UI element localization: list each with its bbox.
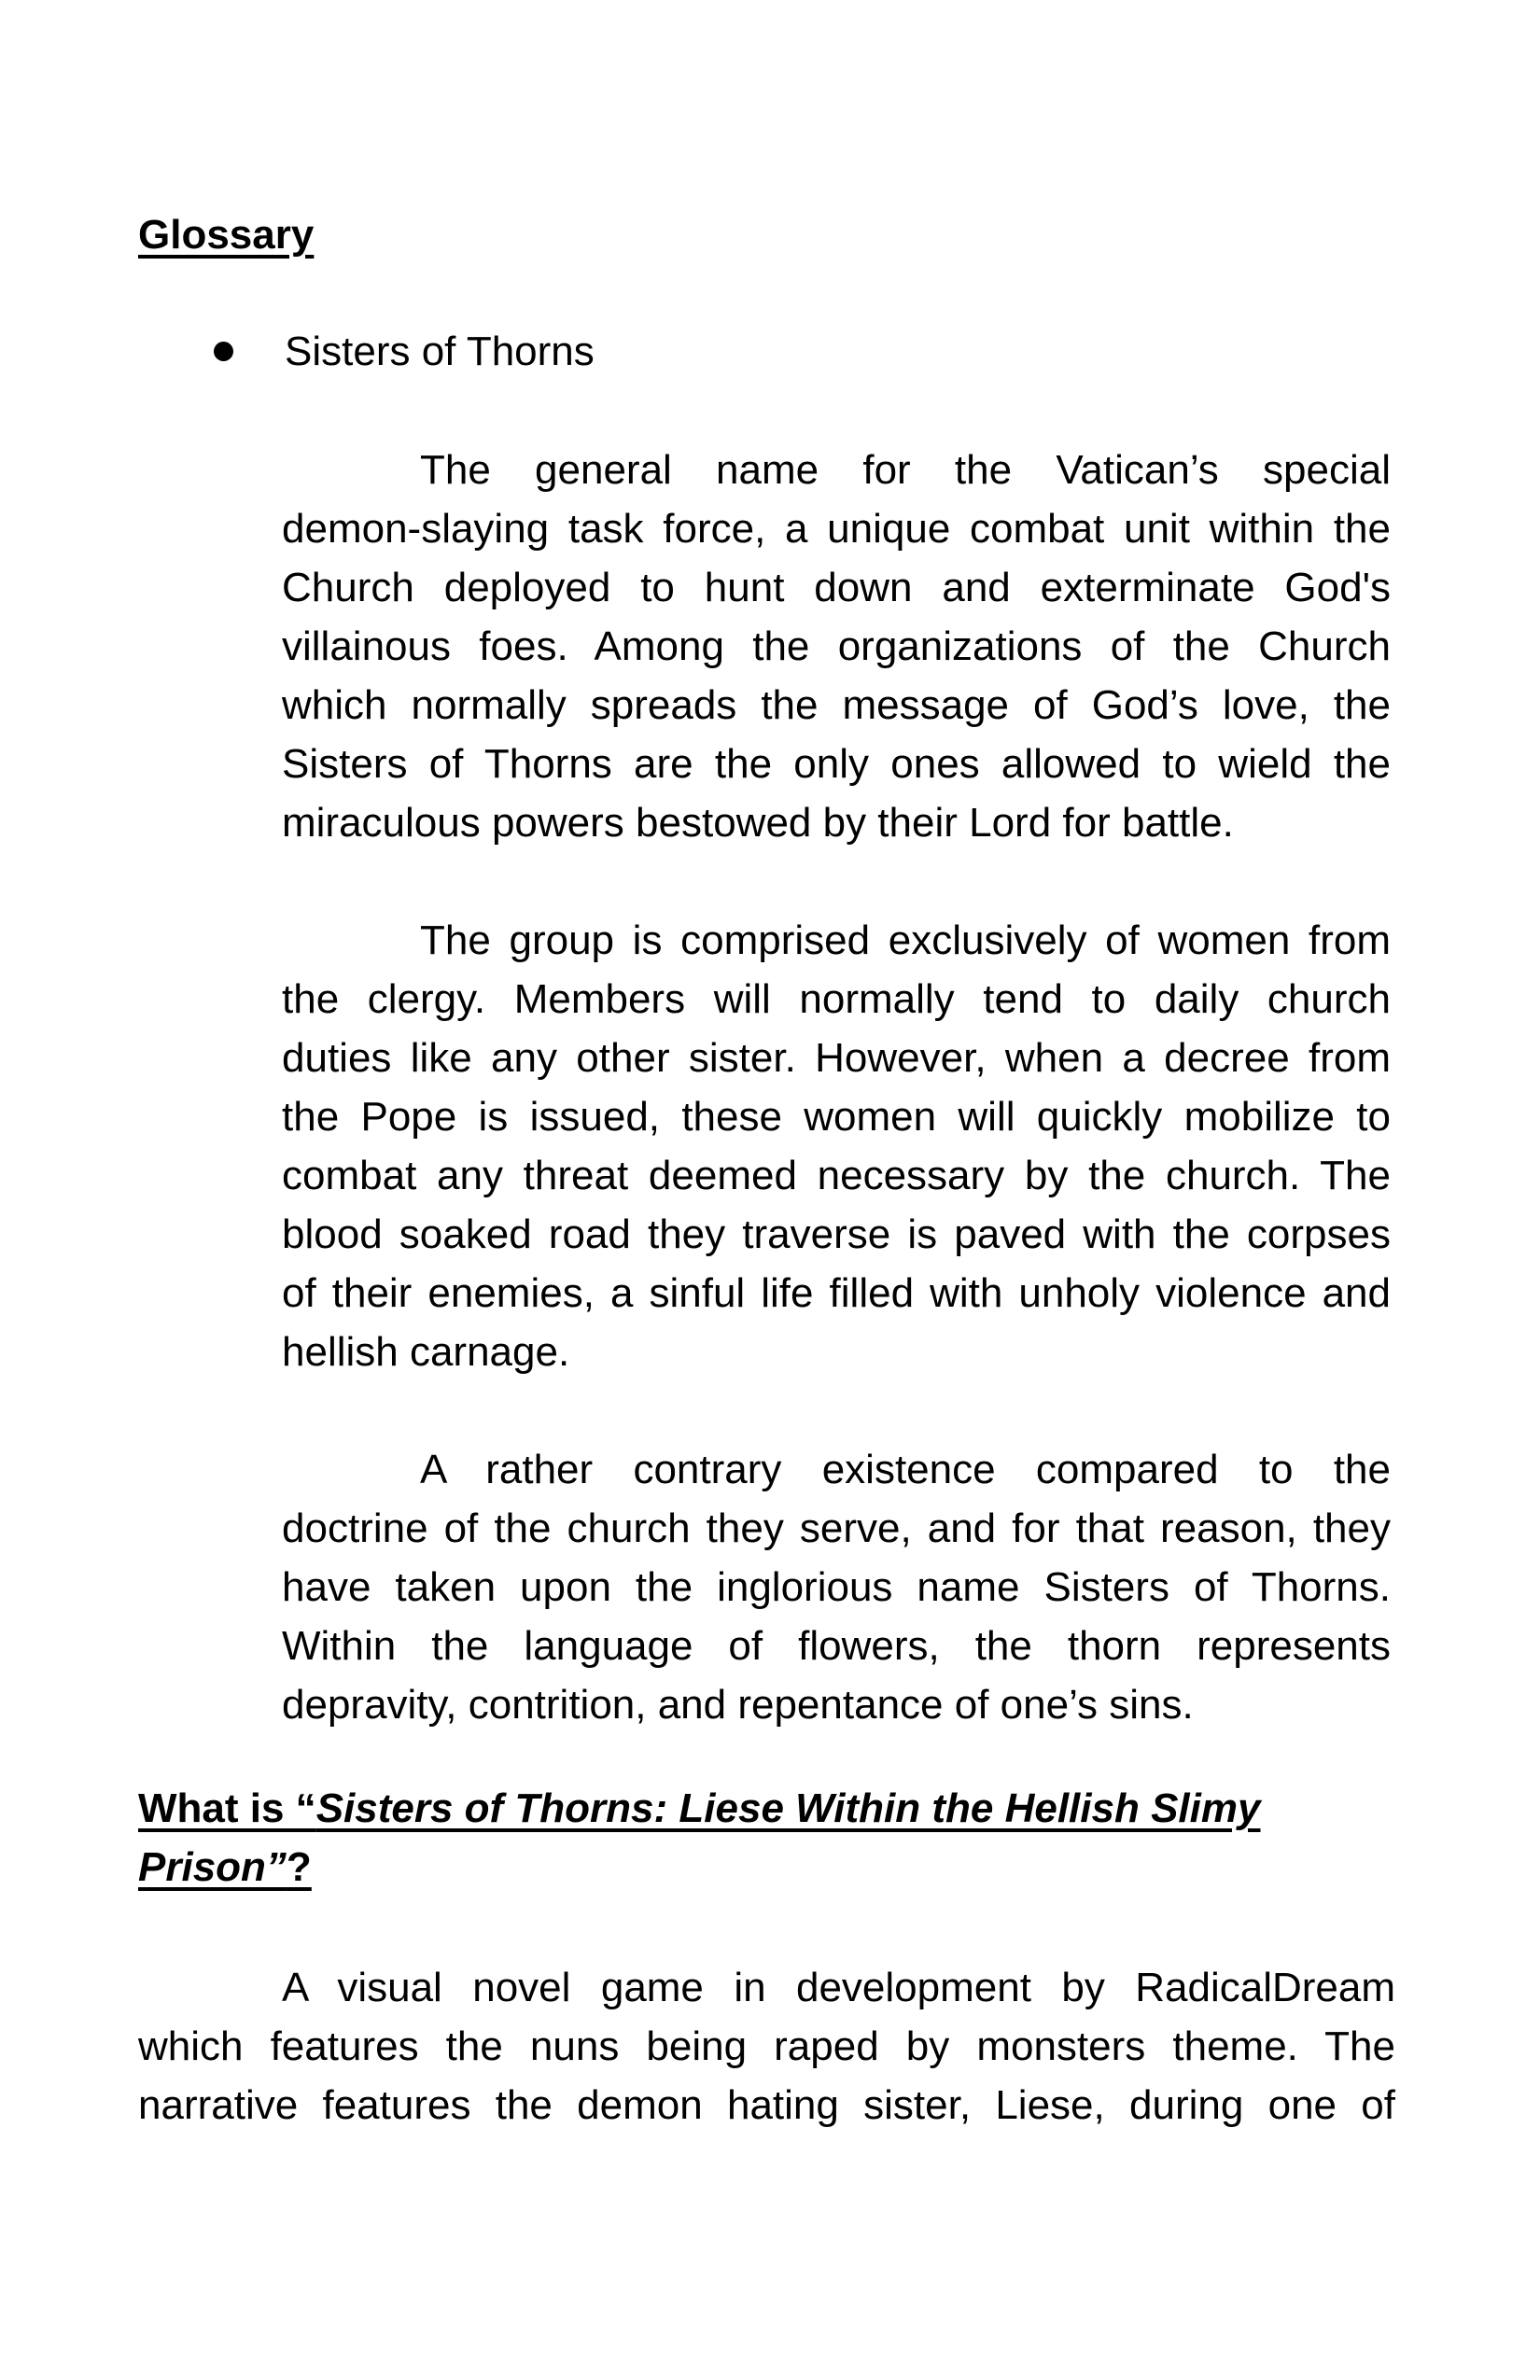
text-line: miraculous powers bestowed by their Lord for battle. [282, 800, 1234, 846]
text-line: combat any threat deemed necessary by the church. The [282, 1153, 1391, 1198]
text-line: Church deployed to hunt down and exterminate God's [282, 565, 1391, 610]
text-line: of their enemies, a sinful life filled with unholy violence and [282, 1270, 1391, 1316]
text-line: depravity, contrition, and repentance of one’s sins. [282, 1682, 1194, 1728]
text-line: the clergy. Members will normally tend to daily church [282, 976, 1391, 1022]
text-line: which features the nuns being raped by monsters theme. The [138, 2023, 1395, 2069]
text-line: villainous foes. Among the organizations of the Church [282, 623, 1391, 669]
question-heading [138, 1779, 1395, 1897]
glossary-list-item [138, 322, 1395, 381]
text-line: which normally spreads the message of God’s love, the [282, 682, 1391, 728]
definition-paragraph-1 [282, 441, 1391, 852]
text-line: Within the language of flowers, the thorn represents [282, 1623, 1391, 1669]
text-line: Sisters of Thorns are the only ones allowed to wield the [282, 741, 1391, 787]
glossary-heading: Glossary [138, 212, 315, 258]
definition-section [282, 441, 1391, 1734]
bullet-icon [214, 342, 233, 361]
question-heading-suffix: ? [286, 1844, 312, 1890]
text-line: narrative features the demon hating sister, Liese, during one of [138, 2082, 1395, 2128]
text-line: hellish carnage. [282, 1329, 570, 1375]
question-heading-prefix: What is “ [138, 1785, 316, 1831]
text-line: blood soaked road they traverse is paved with the corpses [282, 1211, 1391, 1257]
text-line: duties like any other sister. However, when a decree from [282, 1035, 1391, 1081]
text-line: doctrine of the church they serve, and for that reason, they [282, 1505, 1391, 1551]
text-line: The group is comprised exclusively of women from [420, 917, 1391, 963]
text-line: A visual novel game in development by RadicalDream [282, 1965, 1395, 2010]
glossary-term: Sisters of Thorns [285, 329, 595, 374]
text-line: demon-slaying task force, a unique combat unit within the [282, 506, 1391, 552]
answer-paragraph [138, 1958, 1395, 2135]
text-line: the Pope is issued, these women will quickly mobilize to [282, 1094, 1391, 1140]
definition-paragraph-3 [282, 1440, 1391, 1734]
question-heading-title: Sisters of Thorns: Liese Within the Hellish Slimy Prison” [138, 1785, 1261, 1890]
text-line: The general name for the Vatican’s special [420, 447, 1391, 493]
text-line: have taken upon the inglorious name Sisters of Thorns. [282, 1564, 1391, 1610]
definition-paragraph-2 [282, 911, 1391, 1381]
text-line: A rather contrary existence compared to the [420, 1447, 1391, 1492]
